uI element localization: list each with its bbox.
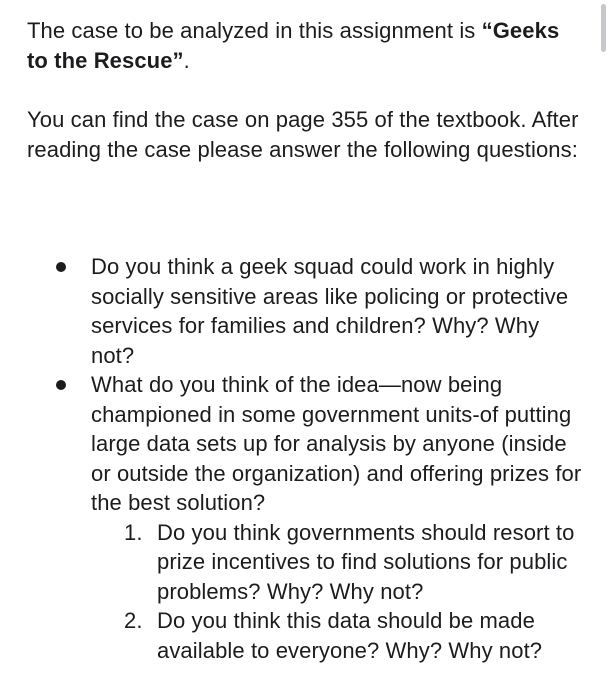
case-title: “Geeks to the Rescue” [27, 18, 560, 73]
vertical-scrollbar[interactable] [601, 4, 606, 52]
sub-question-text: Do you think governments should resort to prize incentives to find solutions for public problems? Why? Why not? [157, 519, 575, 604]
sub-question-item [124, 518, 582, 607]
question-text: Do you think a geek squad could work in highly socially sensitive areas like policing or protective services for families and children? Why? Why not? [91, 254, 569, 368]
question-item [91, 252, 582, 370]
sub-question-item [124, 606, 582, 665]
intro-suffix: . [183, 47, 190, 73]
question-text: What do you think of the idea—now being championed in some government units-of putting large data sets up for analysis by anyone (inside or outside the organization) and offering prizes for the best solution? [91, 372, 582, 515]
sub-question-number: 2. [124, 608, 143, 633]
question-list [27, 252, 582, 665]
question-item [91, 370, 582, 665]
spacer [27, 164, 582, 252]
assignment-content [27, 16, 582, 665]
intro-prefix: The case to be analyzed in this assignment is [27, 18, 482, 43]
sub-question-list [91, 518, 582, 666]
instructions-paragraph: You can find the case on page 355 of the textbook. After reading the case please answer the following questions: [27, 107, 579, 162]
sub-question-number: 1. [124, 519, 143, 545]
sub-question-text: Do you think this data should be made available to everyone? Why? Why not? [157, 608, 543, 663]
bullet-dot-icon [56, 380, 66, 390]
intro-paragraph [27, 16, 582, 75]
bullet-dot-icon [56, 262, 66, 272]
